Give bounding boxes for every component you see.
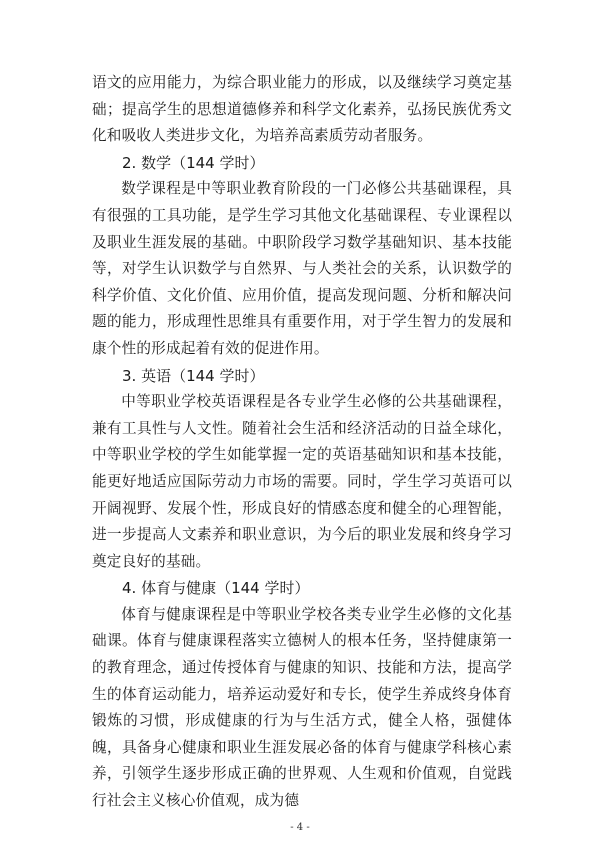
section-heading-english: 3. 英语（144 学时） bbox=[122, 366, 265, 385]
page-number: - 4 - bbox=[290, 822, 310, 833]
section-body-pe-health: 体育与健康课程是中等职业学校各类专业学生必修的文化基础课。体育与健康课程落实立德树人的根本任务，坚持健康第一的教育理念，通过传授体育与健康的知识、技能和方法，提高学生的体育运动能力，培养运动爱好和专长，使学生养成终身体育锻炼的习惯，形成健康的行为与生活方式，健全人格，强健体魄，具备身心健康和职业生涯发展必备的体育与健康学科核心素养，引领学生逐步形成正确的世界观、人生观和价值观，自觉践行社会主义核心价值观，成为德 bbox=[92, 605, 512, 810]
section-heading-pe-health: 4. 体育与健康（144 学时） bbox=[122, 579, 310, 598]
intro-paragraph: 语文的应用能力，为综合职业能力的形成，以及继续学习奠定基础；提高学生的思想道德修养和科学文化素养，弘扬民族优秀文化和吸收人类进步文化，为培养高素质劳动者服务。 bbox=[92, 74, 512, 145]
section-heading-math: 2. 数学（144 学时） bbox=[122, 153, 265, 172]
page-content bbox=[92, 70, 512, 815]
section-body-english: 中等职业学校英语课程是各专业学生必修的公共基础课程，兼有工具性与人文性。随着社会生活和经济活动的日益全球化，中等职业学校的学生如能掌握一定的英语基础知识和基本技能，能更好地适应国际劳动力市场的需要。同时，学生学习英语可以开阔视野、发展个性，形成良好的情感态度和健全的心理智能，进一步提高人文素养和职业意识，为今后的职业发展和终身学习奠定良好的基础。 bbox=[92, 393, 512, 570]
section-body-math: 数学课程是中等职业教育阶段的一门必修公共基础课程，具有很强的工具功能，是学生学习其他文化基础课程、专业课程以及职业生涯发展的基础。中职阶段学习数学基础知识、基本技能等，对学生认识数学与自然界、与人类社会的关系，认识数学的科学价值、文化价值、应用价值，提高发现问题、分析和解决问题的能力，形成理性思维具有重要作用，对于学生智力的发展和康个性的形成起着有效的促进作用。 bbox=[92, 180, 512, 357]
